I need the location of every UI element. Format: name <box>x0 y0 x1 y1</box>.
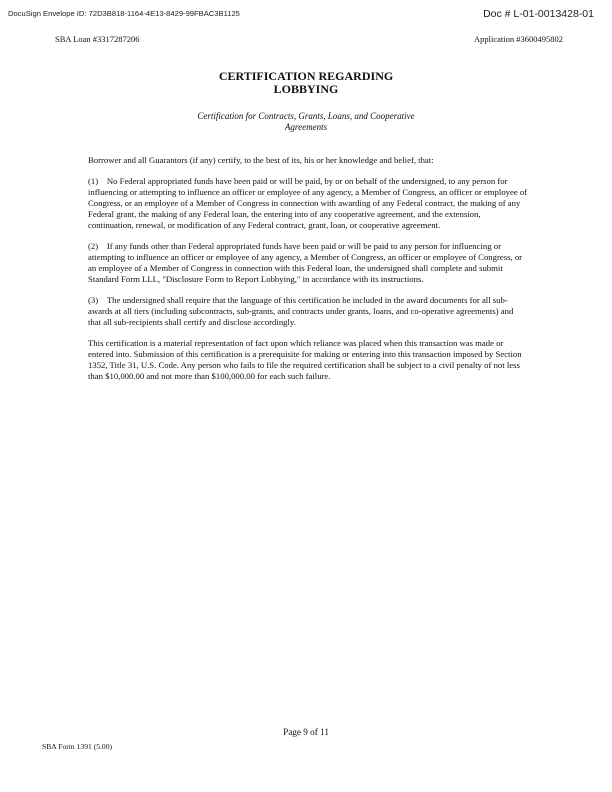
docusign-envelope-id: DocuSign Envelope ID: 72D3B818-1164-4E13-8429-99FBAC3B1125 <box>8 9 240 18</box>
document-subtitle-line2: Agreements <box>284 122 328 132</box>
paragraph-3: (3) The undersigned shall require that the language of this certification be included in the award documents for all sub-awards at all tiers (including subcontracts, sub-grants, and contracts under grants, loans, and co-operative agreements) and that all sub-recipients shall certify and disclose accordingly. <box>88 295 514 327</box>
page-number: Page 9 of 11 <box>283 727 329 737</box>
form-number: SBA Form 1391 (5.00) <box>42 742 113 751</box>
application-number: Application #3600495802 <box>473 34 563 44</box>
document-number: Doc # L-01-0013428-01 <box>483 8 594 20</box>
document-title-line2: LOBBYING <box>273 82 339 96</box>
document-subtitle-line1: Certification for Contracts, Grants, Loans, and Cooperative <box>197 111 415 121</box>
document-title-line1: CERTIFICATION REGARDING <box>218 69 394 83</box>
sba-loan-number: SBA Loan #3317287206 <box>55 34 140 44</box>
paragraph-1: (1) No Federal appropriated funds have been paid or will be paid, by or on behalf of the undersigned, to any person for influencing or attempting to influence an officer or employee of any agency, a Member of Congress, an officer or employee of Congress, or an employee of a Member of Congress in connection with awarding of any Federal contract, the making of any Federal grant, the making of any Federal loan, the entering into of any cooperative agreement, and the extension, continuation, renewal, or modification of any Federal contract, grant, loan, or cooperative agreement. <box>88 176 528 230</box>
document-subtitle <box>0 111 612 133</box>
paragraph-4: This certification is a material representation of fact upon which reliance was placed when this transaction was made or entered into. Submission of this certification is a prerequisite for making or entering into this transaction imposed by Section 1352, Title 31, U.S. Code. Any person who fails to file the required certification shall be subject to a civil penalty of not less than $10,000.00 and not more than $100,000.00 for each such failure. <box>88 338 522 381</box>
paragraph-2: (2) If any funds other than Federal appropriated funds have been paid or will be paid to any person for influencing or attempting to influence an officer or employee of any agency, a Member of Congress, an officer or employee of Congress, or an employee of a Member of Congress in connection with this Federal loan, the undersigned shall complete and submit Standard Form LLL, "Disclosure Form to Report Lobbying," in accordance with its instructions. <box>88 241 523 284</box>
certification-body <box>88 155 528 392</box>
intro-paragraph: Borrower and all Guarantors (if any) certify, to the best of its, his or her knowledge and belief, that: <box>88 155 434 165</box>
document-title <box>0 70 612 96</box>
